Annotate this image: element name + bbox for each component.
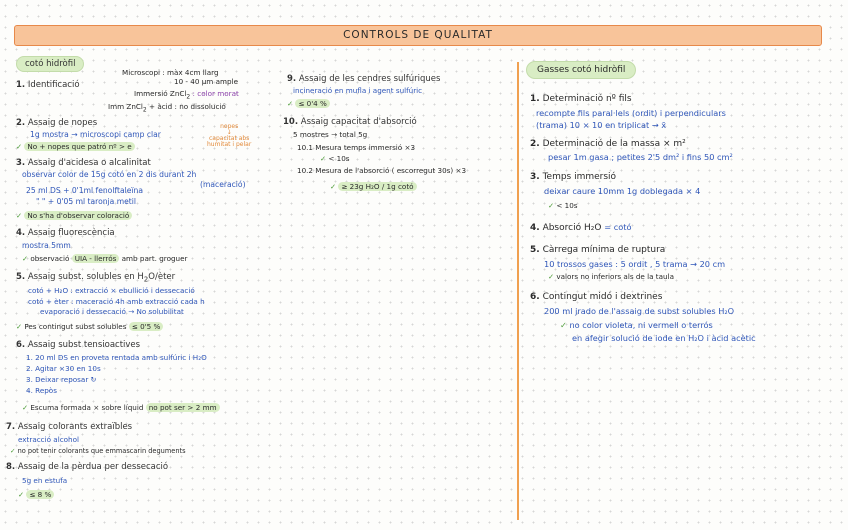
item-6-step-4: 4. Repòs — [26, 386, 57, 395]
item-6-step-1: 1. 20 ml DS en proveta rentada amb sulfúric i H₂O — [26, 353, 207, 362]
gasses-2-line: pesar 1m gasa ; petites 2'5 dm² i fins 50 cm² — [548, 152, 733, 162]
gasses-6: 6. Contingut midó i dextrines — [530, 292, 663, 302]
item-10-2: 10.2 Mesura de l'absorció ( escorregut 30s) ×3 — [297, 166, 467, 175]
item-3-ok: ✓ No s'ha d'observar coloració — [16, 211, 132, 220]
item-4-fluorescencia: 4. Assaig fluorescència — [16, 228, 115, 238]
item-3-line-2: 25 ml DS + 0'1ml fenolftaleïna — [26, 186, 143, 195]
gasses-6-ok: ✓ no color violeta, ni vermell o terrós — [560, 320, 713, 330]
item-6-step-2: 2. Agitar ×30 en 10s — [26, 364, 101, 373]
item-10-2-ok: ✓ ≥ 23g H₂O / 1g cotó — [330, 182, 417, 191]
gasses-2: 2. Determinació de la massa × m² — [530, 139, 686, 149]
gasses-5: 5. Càrrega mínima de ruptura — [530, 245, 666, 255]
item-2-nopes: 2. Assaig de nopes — [16, 118, 98, 128]
item-10-1: 10.1 Mesura temps immersió ×3 — [297, 143, 416, 152]
item-3-line-1: observar color de 15g cotó en 2 dis durant 2h — [22, 170, 197, 179]
item-1-identificacio: 1. Identificació — [16, 80, 80, 90]
gasses-5-ok: ✓ valors no inferiors als de la taula — [548, 272, 674, 281]
item-5-subst-solubles: 5. Assaig subst. solubles en $H_2O$/èter — [16, 272, 176, 284]
item-10-absorcio: 10. Assaig capacitat d'absorció — [283, 117, 417, 127]
item-8-dessecacio: 8. Assaig de la pèrdua per dessecació — [6, 462, 169, 472]
gasses-6-line: 200 ml jrado de l'assaig de subst solubles H₂O — [544, 306, 735, 316]
item-5-line-3: evaporació i dessecació → No solubilitat — [40, 307, 184, 316]
item-9-line: incineració en mufla i agent sulfúric — [293, 86, 423, 95]
item-3-line-1b: (maceració) — [200, 180, 246, 189]
section-title-gasses: Gasses cotó hidròfil — [526, 61, 636, 79]
item-2-note: nopes ↓ capacitat abs humitat i pelar — [207, 123, 252, 148]
gasses-1-line-2: (trama) 10 × 10 en triplicat → x̄ — [536, 120, 667, 130]
item-5-line-1: cotó + H₂O : extracció × ebullició i dessecació — [28, 286, 195, 295]
item-1-line-immersio: Immersió ZnCl$_2$ : color morat — [134, 89, 239, 101]
item-9-cendres: 9. Assaig de les cendres sulfúriques — [287, 74, 441, 84]
item-9-ok: ✓ ≤ 0'4 % — [287, 99, 330, 108]
item-8-line: 5g en estufa — [22, 476, 68, 485]
gasses-3-ok: ✓ < 10s — [548, 201, 578, 210]
item-7-line: extracció alcohol — [18, 435, 80, 444]
item-3-acidesa: 3. Assaig d'acidesa o alcalinitat — [16, 158, 151, 168]
item-10-1-ok: ✓ < 10s — [320, 154, 350, 163]
gasses-4: 4. Absorció H₂O = cotó — [530, 222, 632, 233]
section-title-coto: cotó hidròfil — [16, 56, 84, 72]
item-7-colorants: 7. Assaig colorants extraïbles — [6, 422, 133, 432]
gasses-6-line-2: en afegir solució de iode en H₂O i àcid acètic — [572, 333, 756, 343]
gasses-3-line: deixar caure 10mm 1g doblegada × 4 — [544, 186, 701, 196]
page-title: CONTROLS DE QUALITAT — [14, 25, 822, 46]
item-5-ok: ✓ Pes contingut subst solubles ≤ 0'5 % — [16, 322, 163, 331]
item-1-line-acid: Imm ZnCl$_2$ + àcid : no dissolució — [108, 102, 226, 114]
column-divider — [517, 62, 519, 520]
gasses-3: 3. Temps immersió — [530, 172, 617, 182]
item-5-line-2: cotó + èter : maceració 4h amb extracció cada h — [28, 297, 205, 306]
item-6-step-3: 3. Deixar reposar ↻ — [26, 375, 97, 384]
item-7-ok: ✓ no pot tenir colorants que emmascarin deguments — [10, 447, 186, 455]
item-4-ok: ✓ observació UIA - llerrós amb part. groguer — [22, 254, 188, 263]
item-1-line-ample: 10 - 40 µm ample — [174, 77, 238, 86]
gasses-1-line-1: recompte fils paral·lels (ordit) i perpendiculars — [536, 108, 726, 118]
gasses-1: 1. Determinació nº fils — [530, 94, 632, 104]
item-10-line: 5 mostres → total 5g — [293, 130, 368, 139]
item-2-ok: ✓ No + nopes que patró nº > e — [16, 142, 135, 151]
item-8-ok: ✓ ≤ 8 % — [18, 490, 54, 499]
item-3-line-3: " " + 0'05 ml taronja metil — [36, 197, 136, 206]
item-6-tensioactives: 6. Assaig subst tensioactives — [16, 340, 141, 350]
item-4-line: mostra 5mm — [22, 241, 71, 250]
item-6-ok: ✓ Escuma formada × sobre líquid no pot ser > 2 mm — [22, 403, 220, 412]
item-2-line: 1g mostra → microscopi camp clar — [30, 130, 161, 139]
item-1-line-microscopi: Microscopi : màx 4cm llarg — [122, 68, 219, 77]
gasses-5-line: 10 trossos gases : 5 ordit , 5 trama → 20 cm — [544, 259, 726, 269]
